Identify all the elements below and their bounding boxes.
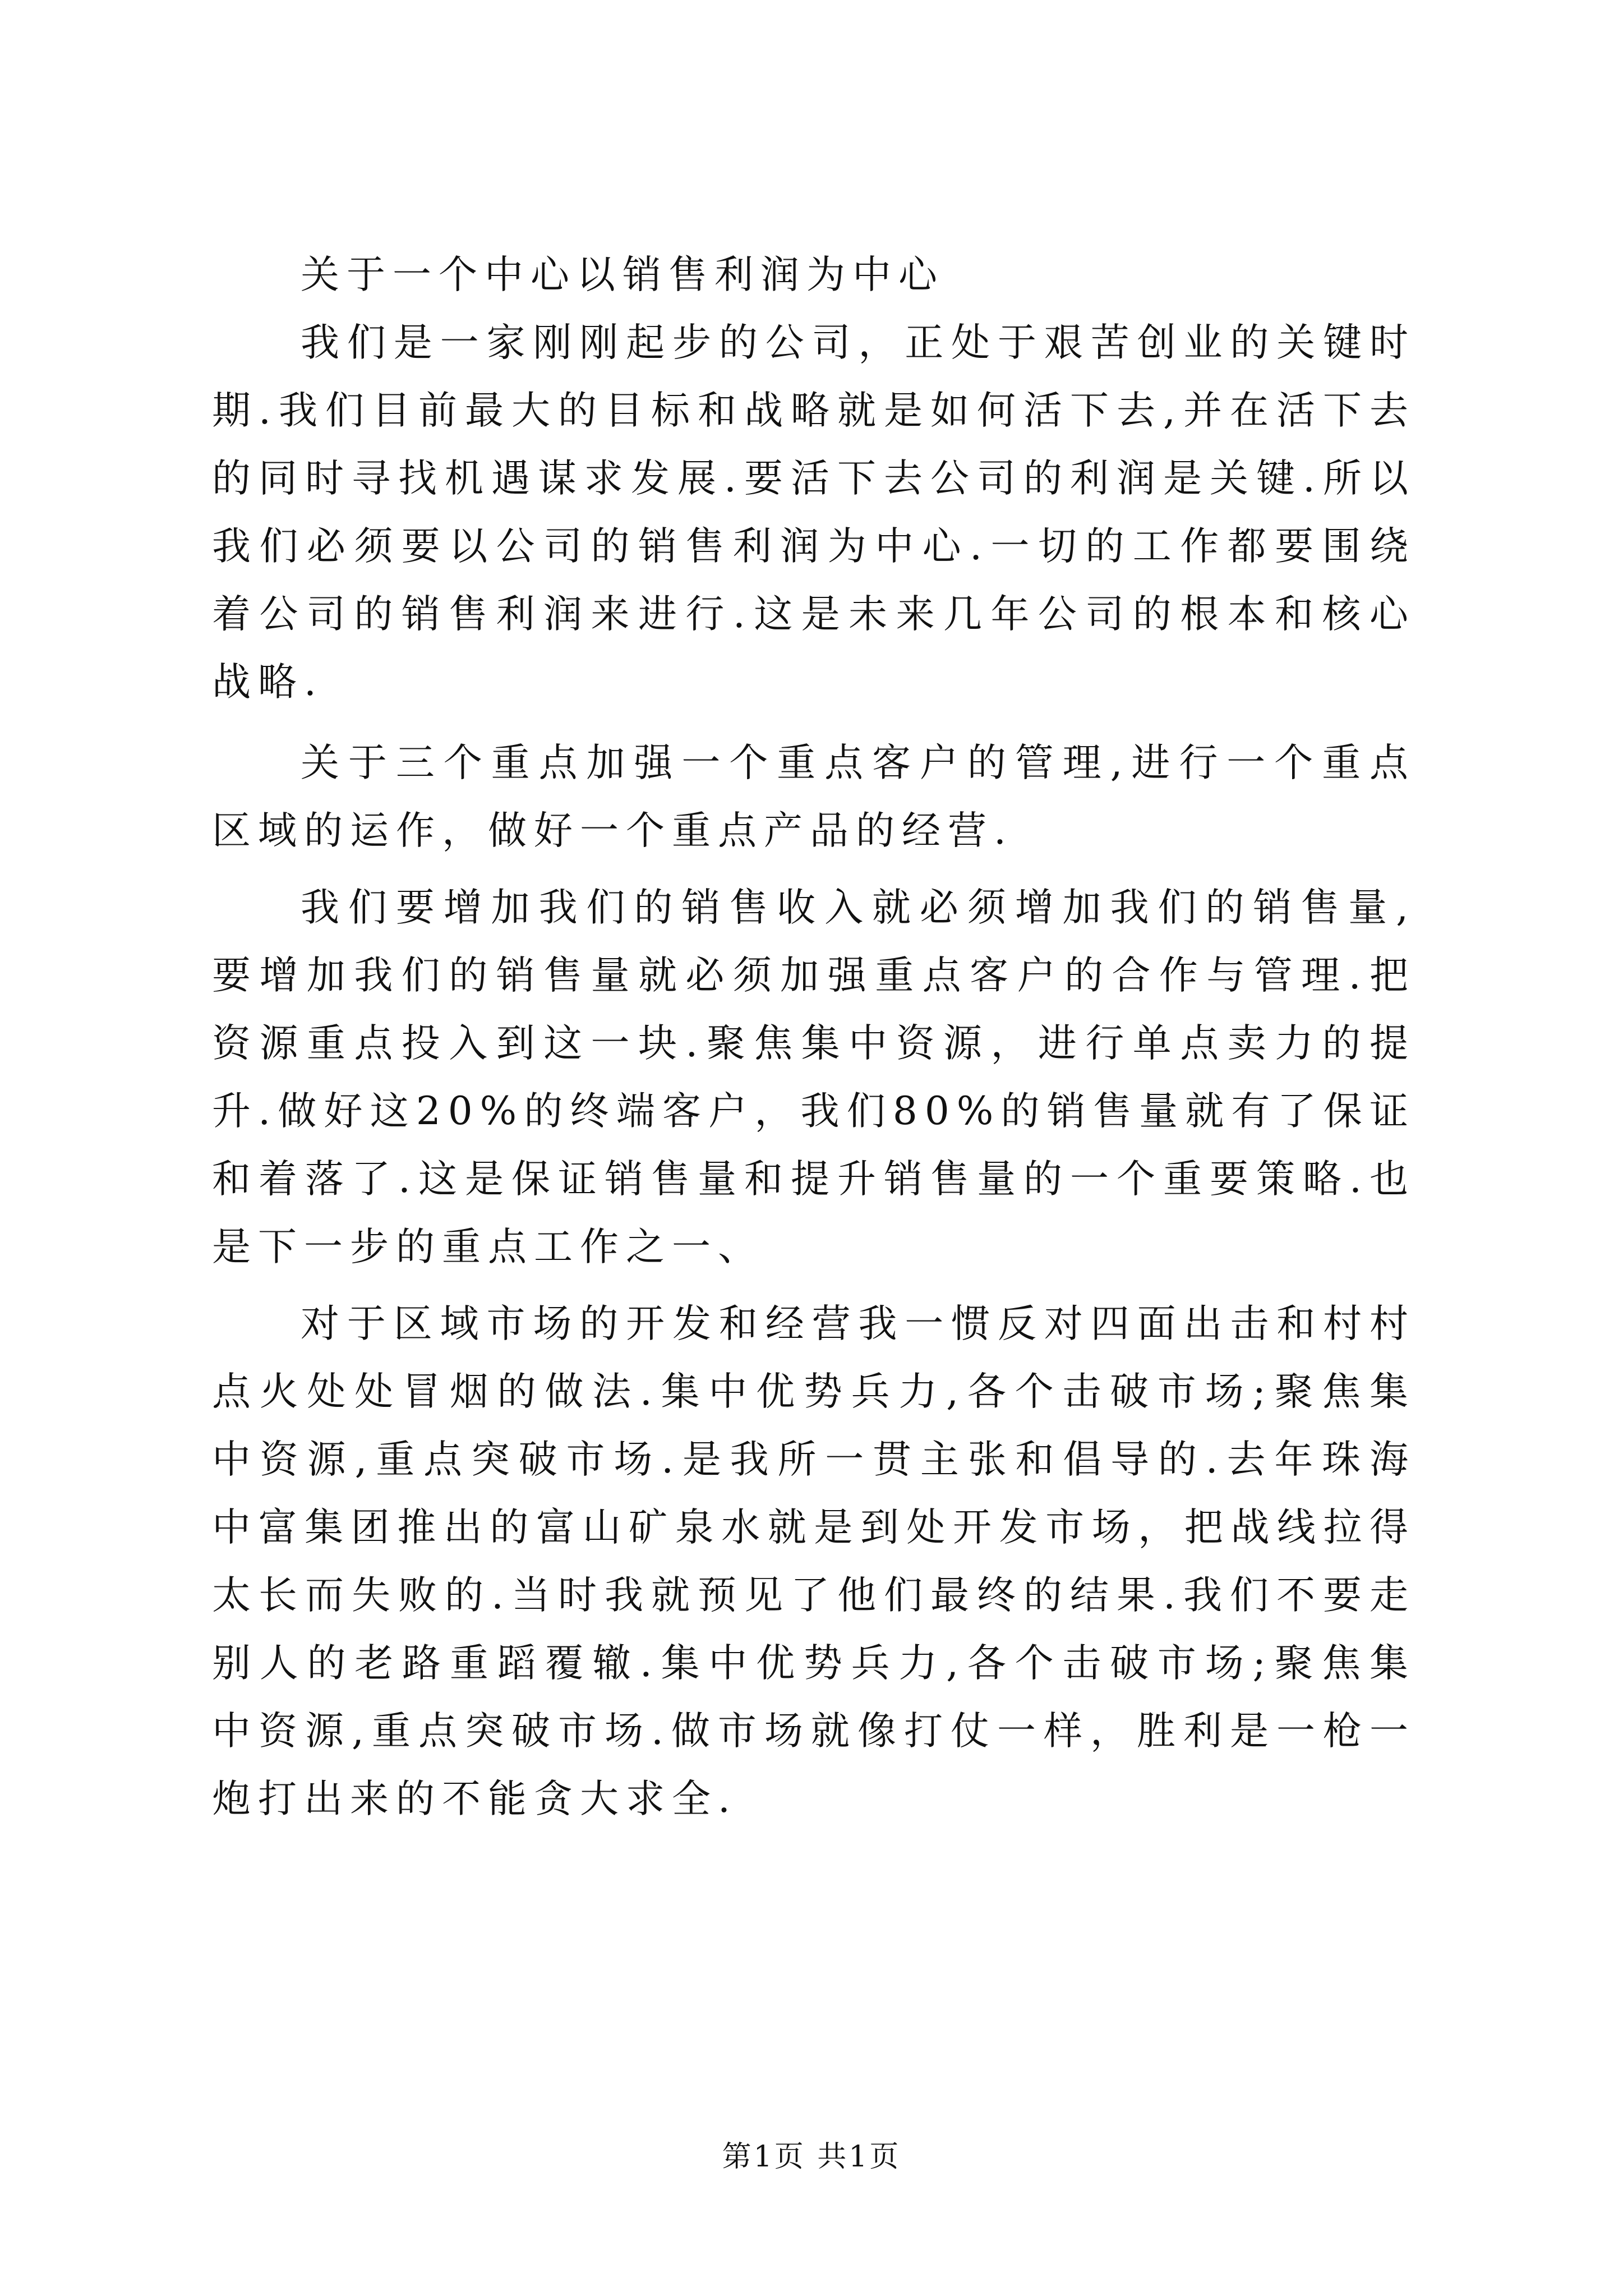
paragraph-key-customers: 我们要增加我们的销售收入就必须增加我们的销售量,要增加我们的销售量就必须加强重点客户的合作与管理.把资源重点投入到这一块.聚焦集中资源，进行单点卖力的提升.做好这20%的终端客户，我们80%的销售量就有了保证和着落了.这是保证销售量和提升销售量的一个重要策略.也是下一步的重点工作之一、 bbox=[212, 885, 1415, 1269]
paragraph-heading-one-center: 关于一个中心以销售利润为中心 bbox=[301, 252, 944, 297]
page-footer: 第1页 共1页 bbox=[722, 2140, 901, 2174]
paragraph-three-key-points: 关于三个重点加强一个重点客户的管理,进行一个重点区域的运作，做好一个重点产品的经营. bbox=[212, 740, 1415, 853]
document-body bbox=[212, 241, 1415, 1851]
paragraph-company-strategy: 我们是一家刚刚起步的公司，正处于艰苦创业的关键时期.我们目前最大的目标和战略就是如何活下去,并在活下去的同时寻找机遇谋求发展.要活下去公司的利润是关键.所以我们必须要以公司的销售利润为中心.一切的工作都要围绕着公司的销售利润来进行.这是未来几年公司的根本和核心战略. bbox=[212, 320, 1415, 705]
paragraph-regional-market: 对于区域市场的开发和经营我一惯反对四面出击和村村点火处处冒烟的做法.集中优势兵力,各个击破市场;聚焦集中资源,重点突破市场.是我所一贯主张和倡导的.去年珠海中富集团推出的富山矿泉水就是到处开发市场，把战线拉得太长而失败的.当时我就预见了他们最终的结果.我们不要走别人的老路重蹈覆辙.集中优势兵力,各个击破市场;聚焦集中资源,重点突破市场.做市场就像打仗一样，胜利是一枪一炮打出来的不能贪大求全. bbox=[212, 1301, 1415, 1821]
